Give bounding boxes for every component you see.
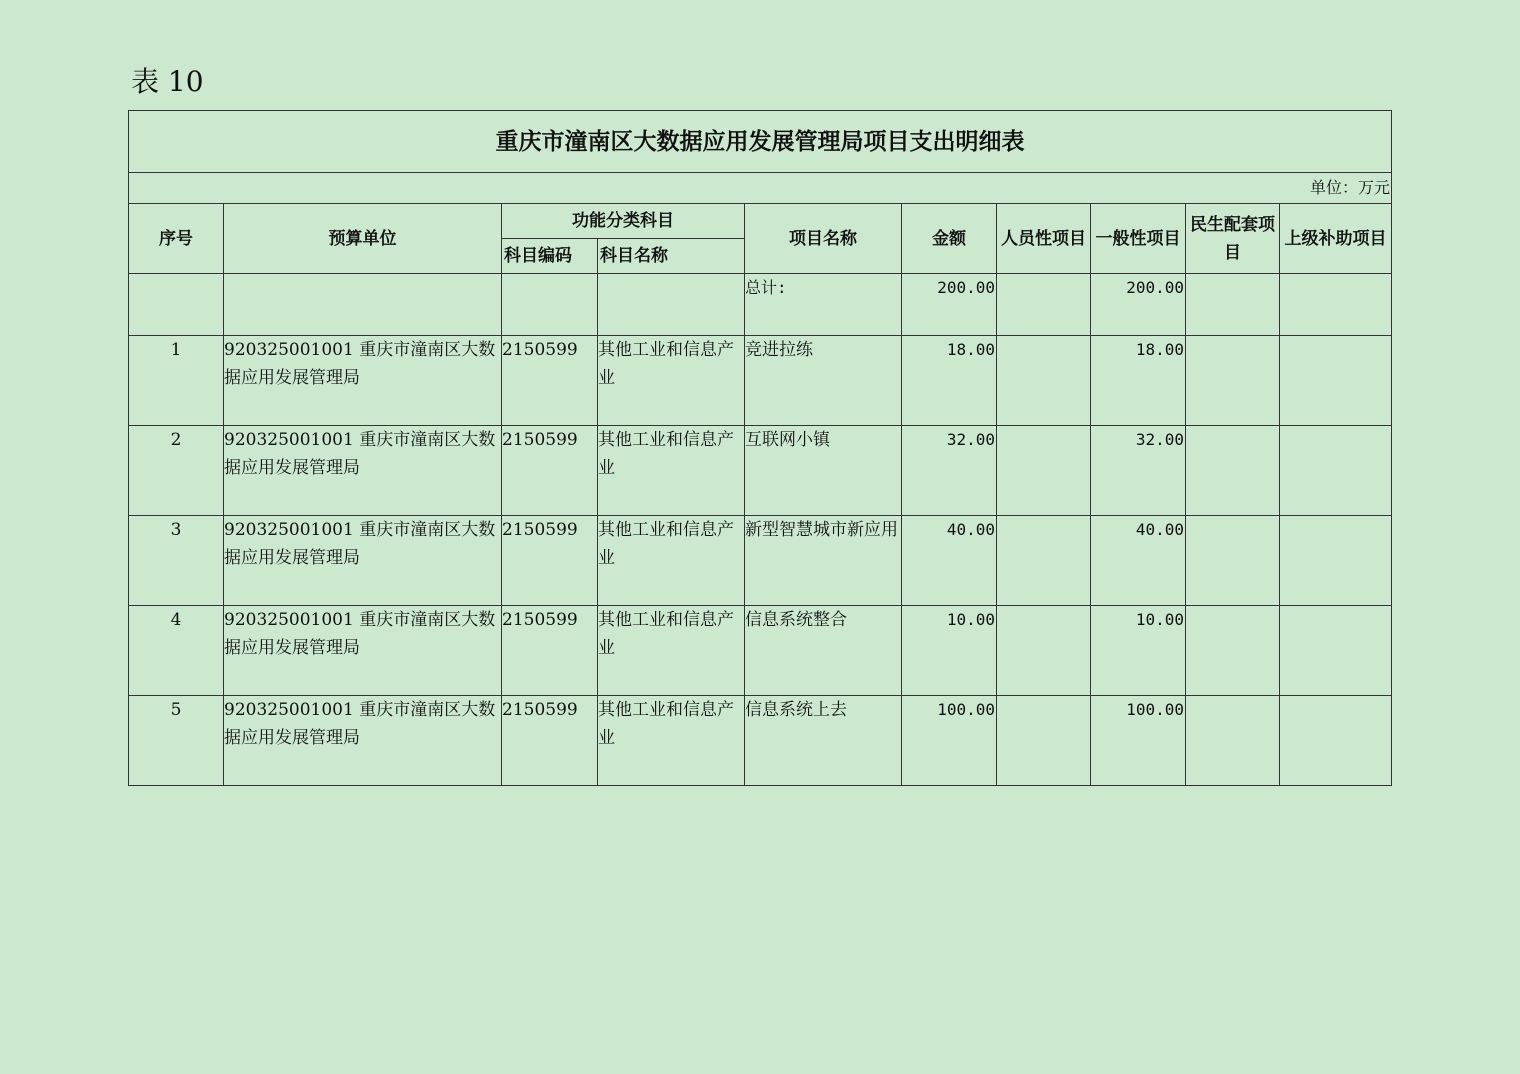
header-subject-code: 科目编码 — [502, 239, 598, 274]
cell-subject-code: 2150599 — [502, 696, 598, 786]
table-row — [129, 516, 1392, 606]
header-subsidy: 上级补助项目 — [1280, 204, 1392, 274]
unit-note: 单位：万元 — [129, 173, 1392, 204]
cell-subject-name: 其他工业和信息产业 — [598, 606, 745, 696]
table-row — [129, 696, 1392, 786]
header-func-category: 功能分类科目 — [502, 204, 745, 239]
cell-general: 10.00 — [1091, 606, 1186, 696]
cell-subject-name: 其他工业和信息产业 — [598, 516, 745, 606]
cell-general: 40.00 — [1091, 516, 1186, 606]
header-livelihood: 民生配套项目 — [1186, 204, 1280, 274]
table-title: 重庆市潼南区大数据应用发展管理局项目支出明细表 — [129, 111, 1392, 173]
total-unit-cell — [224, 274, 502, 336]
cell-subject-code: 2150599 — [502, 516, 598, 606]
total-personnel-cell — [997, 274, 1091, 336]
cell-amount: 100.00 — [902, 696, 997, 786]
table-number-label: 表 10 — [131, 65, 204, 98]
cell-project-name: 竞进拉练 — [745, 336, 902, 426]
total-label: 总计: — [745, 274, 902, 336]
table-row — [129, 606, 1392, 696]
header-personnel: 人员性项目 — [997, 204, 1091, 274]
total-seq-cell — [129, 274, 224, 336]
cell-subsidy — [1280, 606, 1392, 696]
header-general: 一般性项目 — [1091, 204, 1186, 274]
total-row — [129, 274, 1392, 336]
header-subject-name: 科目名称 — [598, 239, 745, 274]
cell-general: 18.00 — [1091, 336, 1186, 426]
cell-personnel — [997, 516, 1091, 606]
cell-amount: 40.00 — [902, 516, 997, 606]
cell-seq: 2 — [129, 426, 224, 516]
cell-subject-name: 其他工业和信息产业 — [598, 426, 745, 516]
total-subsidy-cell — [1280, 274, 1392, 336]
table-row — [129, 336, 1392, 426]
cell-seq: 3 — [129, 516, 224, 606]
cell-seq: 4 — [129, 606, 224, 696]
cell-subject-name: 其他工业和信息产业 — [598, 336, 745, 426]
cell-subject-code: 2150599 — [502, 336, 598, 426]
cell-personnel — [997, 426, 1091, 516]
cell-project-name: 新型智慧城市新应用 — [745, 516, 902, 606]
cell-seq: 1 — [129, 336, 224, 426]
header-budget-unit: 预算单位 — [224, 204, 502, 274]
cell-subsidy — [1280, 696, 1392, 786]
cell-budget-unit: 920325001001 重庆市潼南区大数据应用发展管理局 — [224, 606, 502, 696]
cell-subject-code: 2150599 — [502, 606, 598, 696]
cell-amount: 18.00 — [902, 336, 997, 426]
cell-livelihood — [1186, 426, 1280, 516]
cell-subsidy — [1280, 516, 1392, 606]
cell-budget-unit: 920325001001 重庆市潼南区大数据应用发展管理局 — [224, 696, 502, 786]
cell-amount: 10.00 — [902, 606, 997, 696]
cell-subsidy — [1280, 426, 1392, 516]
header-seq: 序号 — [129, 204, 224, 274]
cell-budget-unit: 920325001001 重庆市潼南区大数据应用发展管理局 — [224, 336, 502, 426]
cell-subsidy — [1280, 336, 1392, 426]
cell-general: 100.00 — [1091, 696, 1186, 786]
cell-project-name: 互联网小镇 — [745, 426, 902, 516]
total-code-cell — [502, 274, 598, 336]
header-amount: 金额 — [902, 204, 997, 274]
header-project-name: 项目名称 — [745, 204, 902, 274]
cell-amount: 32.00 — [902, 426, 997, 516]
cell-project-name: 信息系统上去 — [745, 696, 902, 786]
cell-project-name: 信息系统整合 — [745, 606, 902, 696]
cell-livelihood — [1186, 516, 1280, 606]
total-general: 200.00 — [1091, 274, 1186, 336]
cell-budget-unit: 920325001001 重庆市潼南区大数据应用发展管理局 — [224, 516, 502, 606]
cell-personnel — [997, 696, 1091, 786]
cell-general: 32.00 — [1091, 426, 1186, 516]
total-amount: 200.00 — [902, 274, 997, 336]
cell-livelihood — [1186, 696, 1280, 786]
cell-budget-unit: 920325001001 重庆市潼南区大数据应用发展管理局 — [224, 426, 502, 516]
cell-livelihood — [1186, 336, 1280, 426]
cell-subject-code: 2150599 — [502, 426, 598, 516]
cell-livelihood — [1186, 606, 1280, 696]
cell-subject-name: 其他工业和信息产业 — [598, 696, 745, 786]
cell-personnel — [997, 606, 1091, 696]
cell-personnel — [997, 336, 1091, 426]
total-livelihood-cell — [1186, 274, 1280, 336]
project-expenditure-table — [128, 110, 1392, 786]
table-row — [129, 426, 1392, 516]
cell-seq: 5 — [129, 696, 224, 786]
total-subject-cell — [598, 274, 745, 336]
